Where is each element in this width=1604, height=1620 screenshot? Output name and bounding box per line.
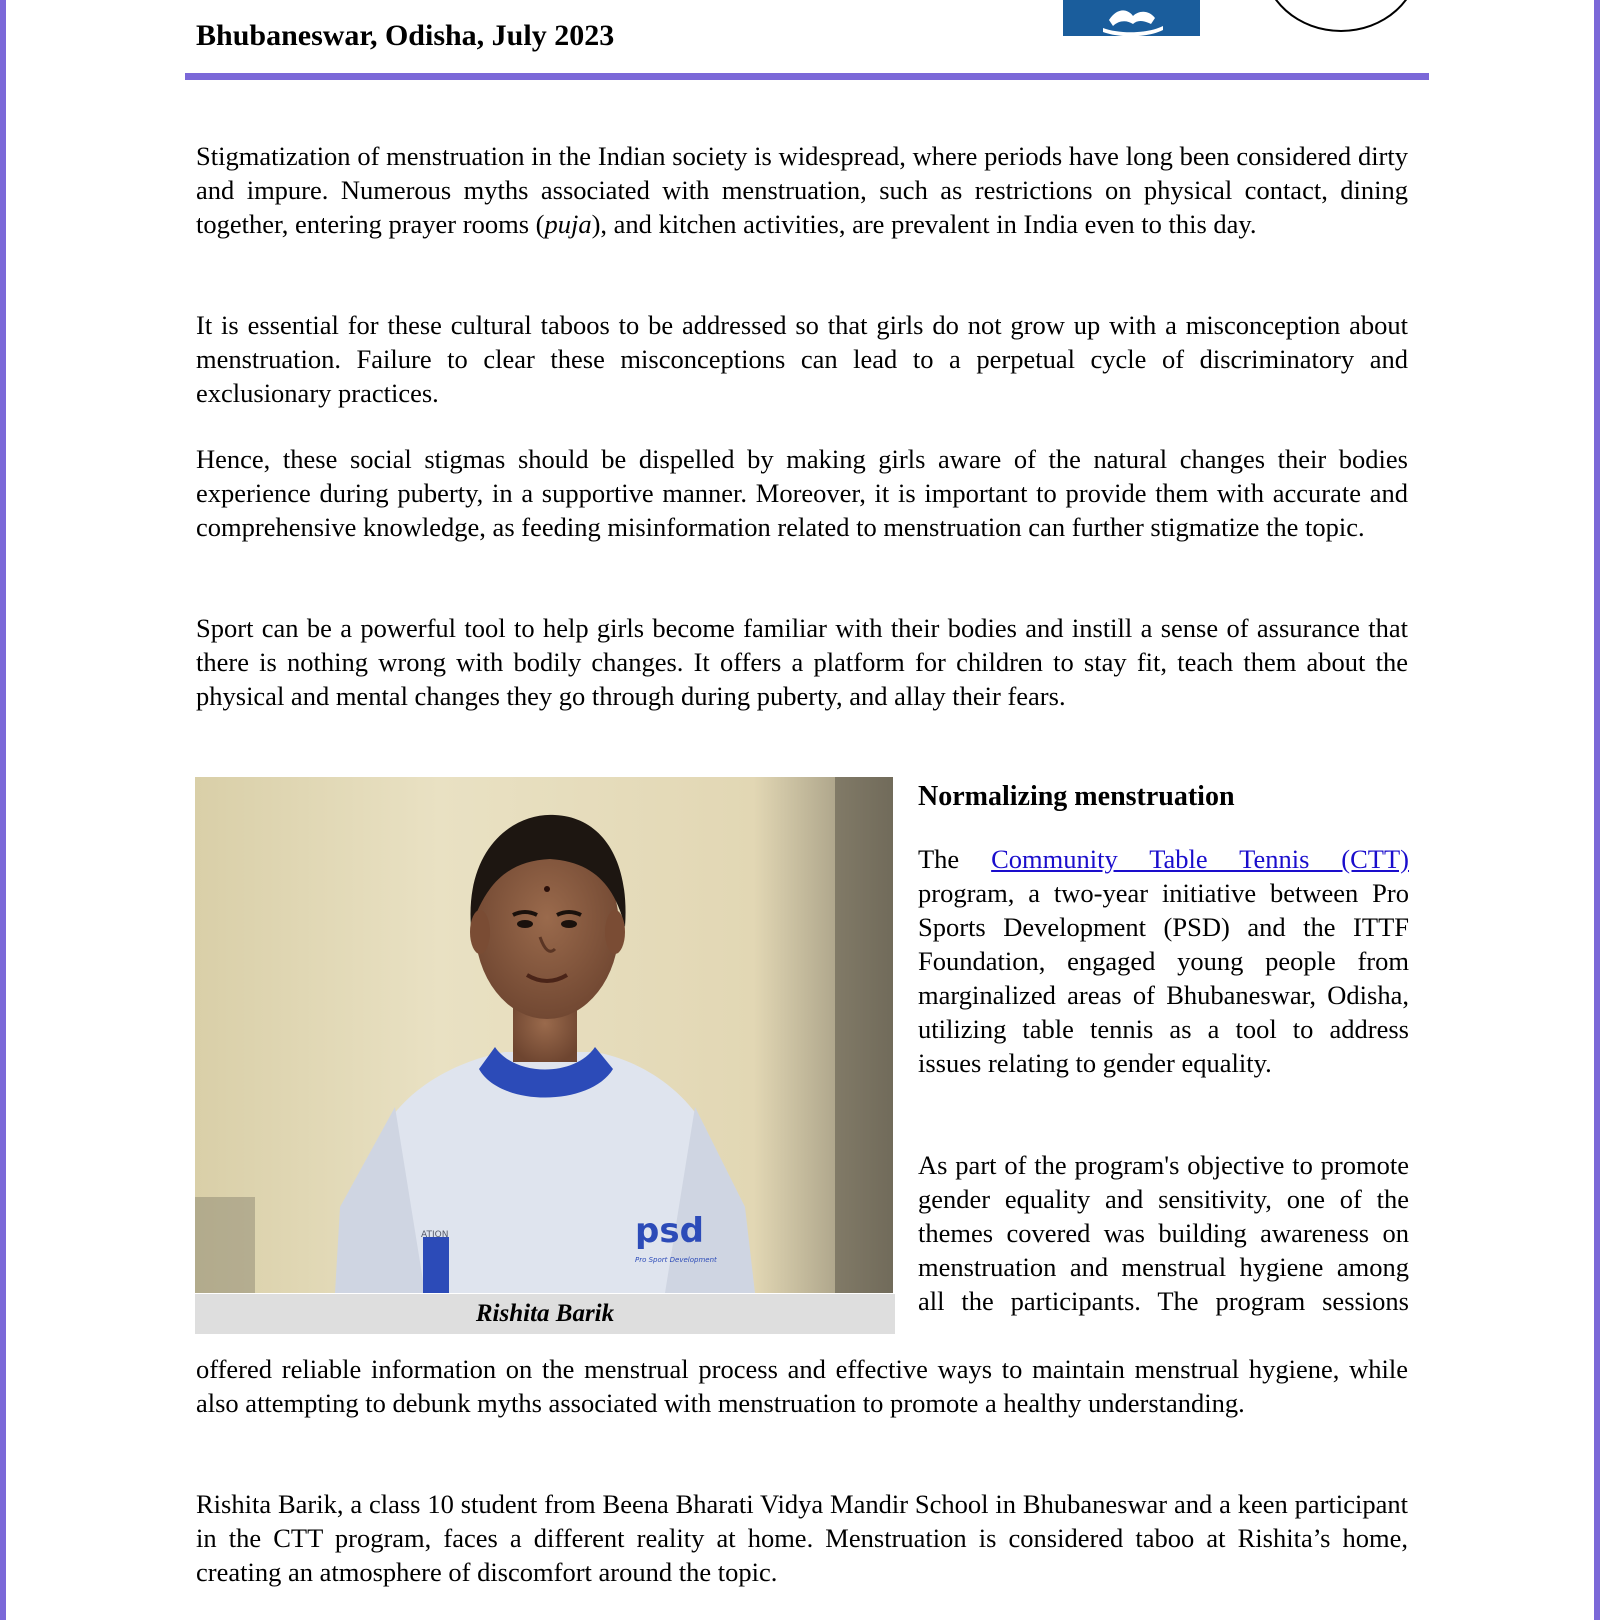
page-border-right bbox=[1594, 0, 1600, 1620]
portrait-photo bbox=[195, 777, 893, 1293]
paragraph-objective-column: As part of the program's objective to promote gender equality and sensitivity, one of the themes covered was building awareness on menstruation and menstrual hygiene among all the participants. The program sessions bbox=[918, 1150, 1409, 1316]
paragraph-stigma: Stigmatization of menstruation in the Indian society is widespread, where periods have long been considered dirty and impure. Numerous myths associated with menstruation, such as restrictions on physical contact, dining together, entering prayer rooms (puja), and kitchen activities, are prevalent in India even to this day. bbox=[196, 141, 1408, 239]
header-divider bbox=[185, 73, 1429, 80]
hands-icon bbox=[1063, 0, 1200, 36]
girl-portrait-illustration bbox=[195, 777, 893, 1293]
paragraph-taboos: It is essential for these cultural taboos to be addressed so that girls do not grow up with a misconception about menstruation. Failure to clear these misconceptions can lead to a perpetual cycle of discriminatory and exclusionary practices. bbox=[196, 310, 1408, 408]
paragraph-sport: Sport can be a powerful tool to help girls become familiar with their bodies and instill a sense of assurance that there is nothing wrong with bodily changes. It offers a platform for children to stay fit, teach them about the physical and mental changes they go through during puberty, and allay their fears. bbox=[196, 613, 1408, 711]
photo-caption: Rishita Barik bbox=[195, 1294, 895, 1334]
ittf-foundation-logo bbox=[1262, 0, 1420, 32]
paragraph-ctt-program: The Community Table Tennis (CTT) program, a two-year initiative between Pro Sports Development (PSD) and the ITTF Foundation, engaged young people from marginalized areas of Bhubaneswar, Odisha, utilizing table tennis as a tool to address issues relating to gender equality. bbox=[918, 844, 1409, 1078]
shirt-logo-text: psd bbox=[635, 1211, 704, 1251]
paragraph-dispel: Hence, these social stigmas should be dispelled by making girls aware of the natural changes their bodies experience during puberty, in a supportive manner. Moreover, it is important to provide them with accurate and comprehensive knowledge, as feeding misinformation related to menstruation can further stigmatize the topic. bbox=[196, 444, 1408, 542]
paragraph-rishita: Rishita Barik, a class 10 student from Beena Bharati Vidya Mandir School in Bhubaneswar and a keen participant in the CTT program, faces a different reality at home. Menstruation is considered taboo at Rishita’s home, creating an atmosphere of discomfort around the topic. bbox=[196, 1489, 1408, 1587]
ctt-program-link[interactable]: Community Table Tennis (CTT) bbox=[991, 844, 1409, 874]
shirt-left-text: ATION bbox=[421, 1230, 449, 1240]
dateline: Bhubaneswar, Odisha, July 2023 bbox=[196, 19, 615, 52]
section-heading: Normalizing menstruation bbox=[918, 781, 1235, 812]
partner-logo bbox=[1063, 0, 1200, 36]
paragraph-objective-continued: offered reliable information on the menstrual process and effective ways to maintain menstrual hygiene, while also attempting to debunk myths associated with menstruation to promote a healthy understanding. bbox=[196, 1354, 1408, 1418]
shirt-logo-subtext: Pro Sport Development bbox=[635, 1256, 717, 1264]
page-border-left bbox=[0, 0, 6, 1620]
italic-term: puja bbox=[544, 208, 592, 239]
